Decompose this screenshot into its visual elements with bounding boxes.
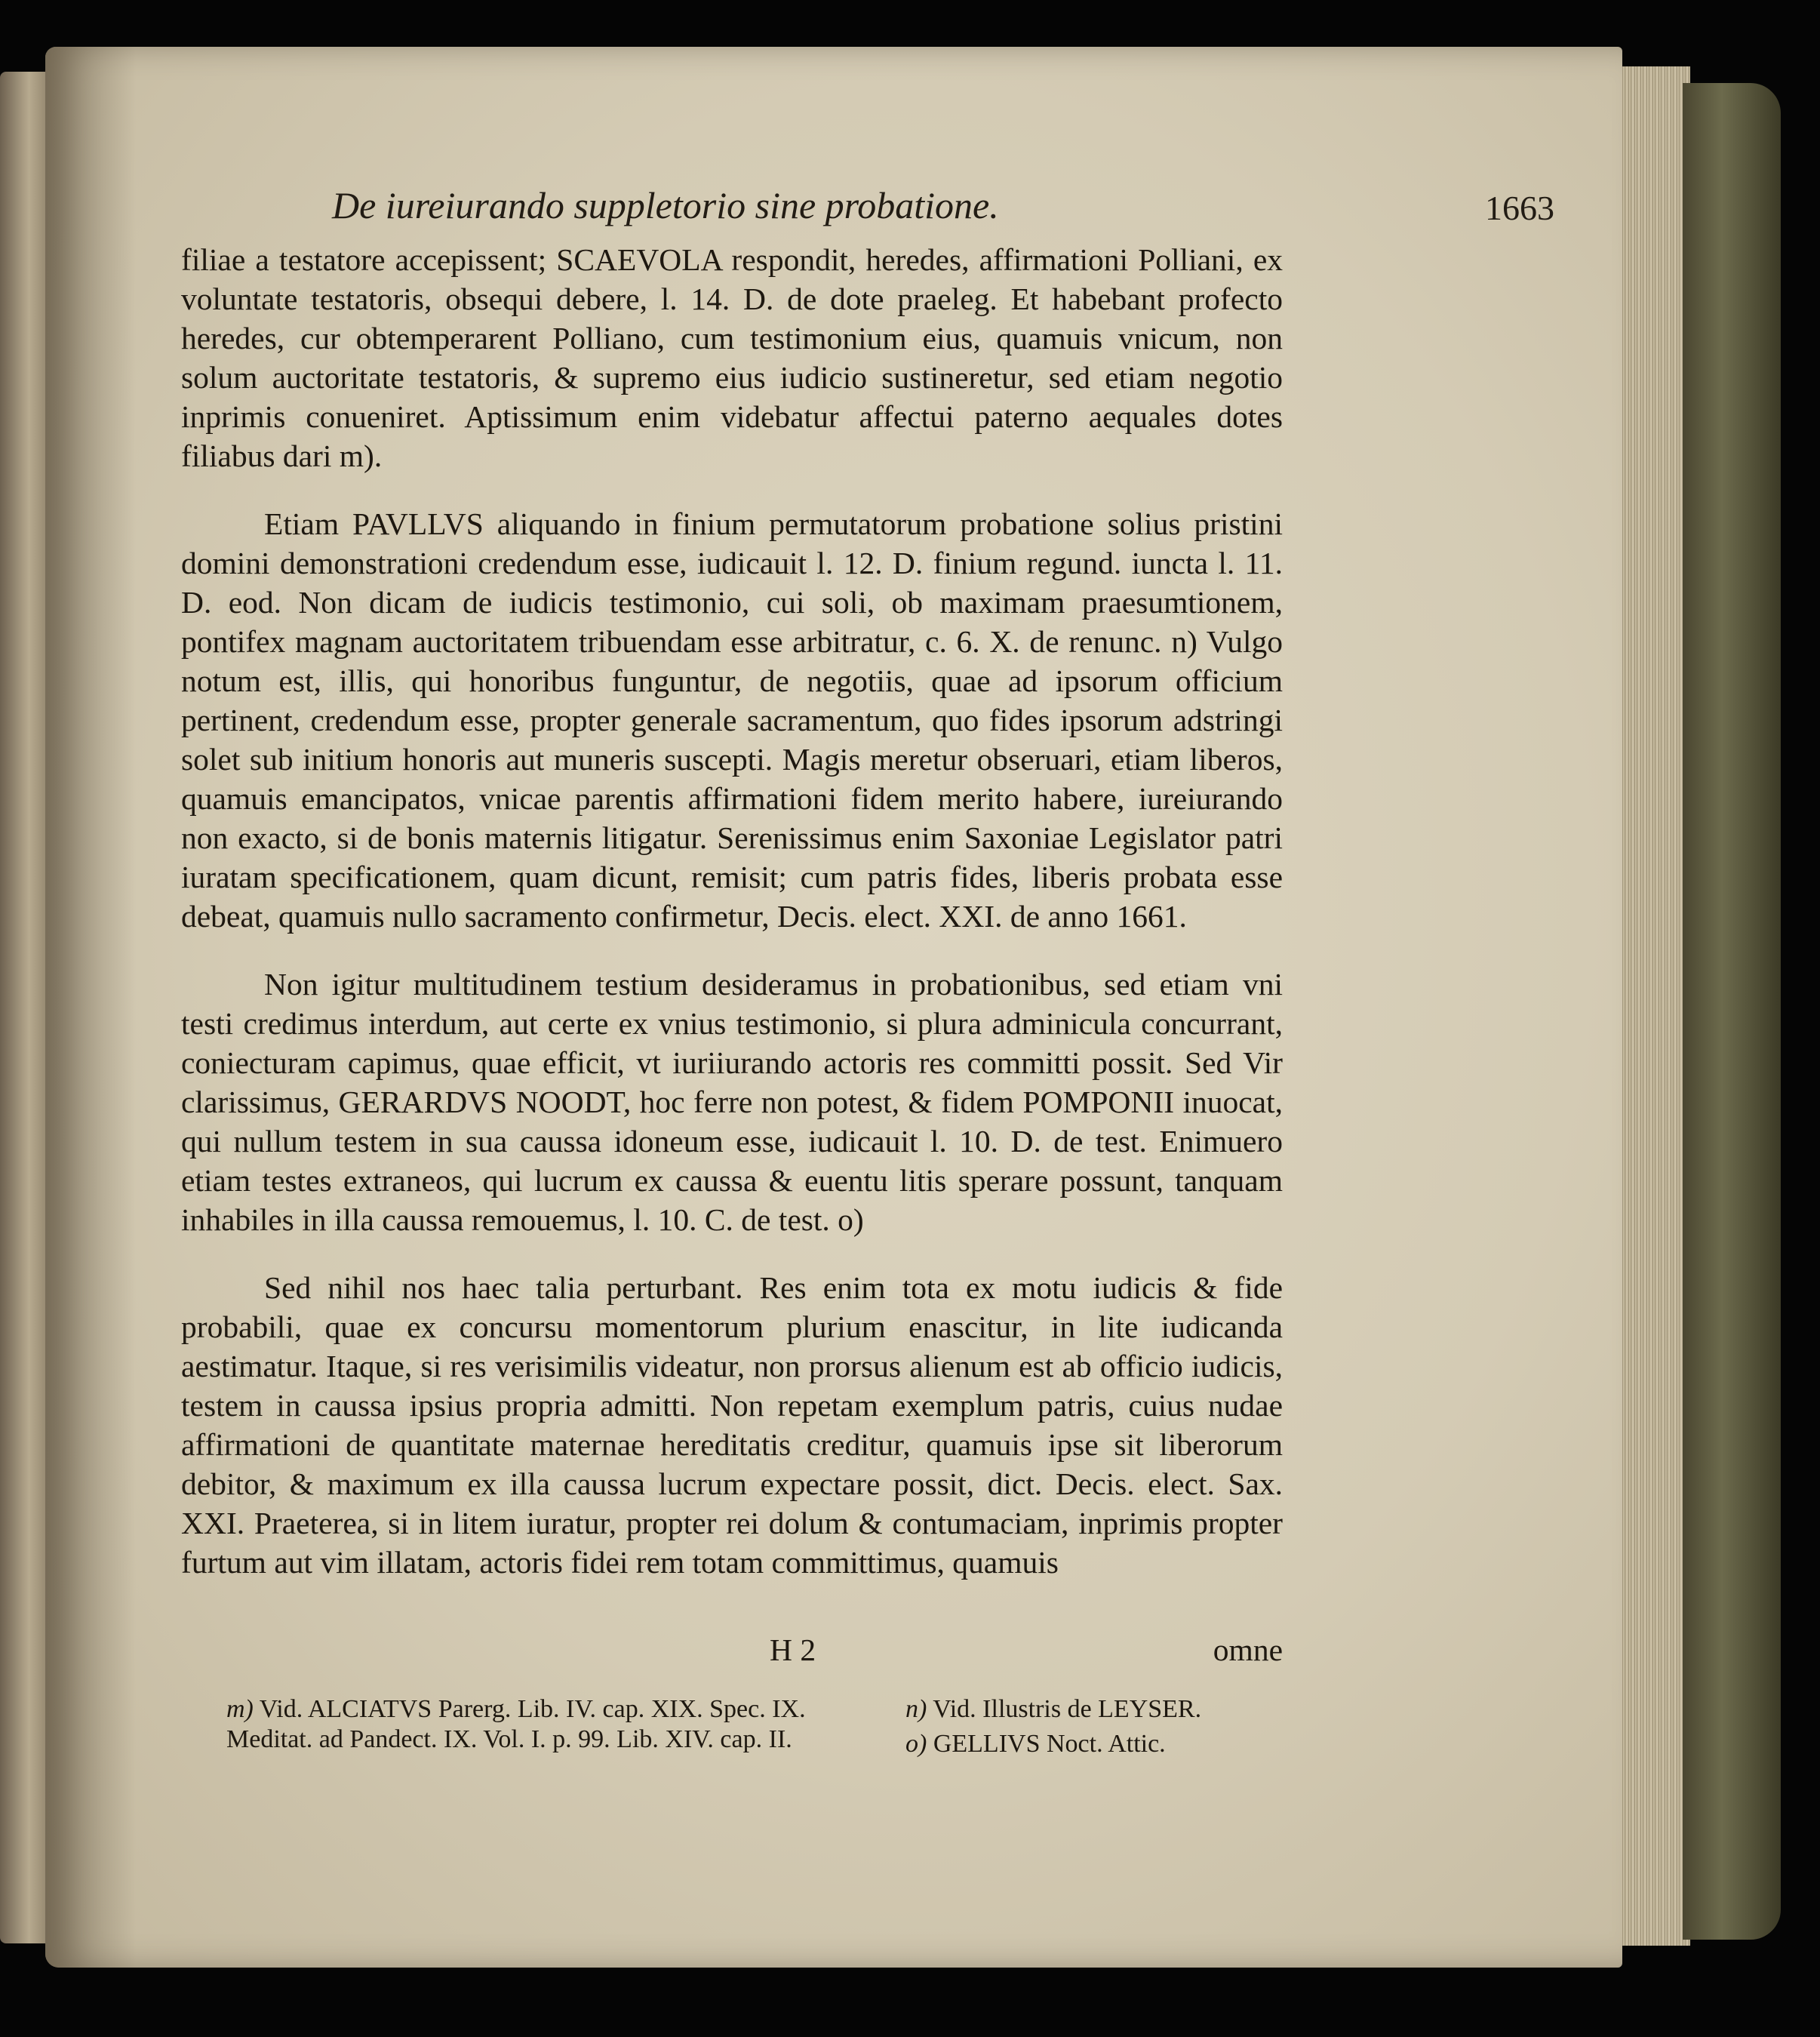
catchword: omne: [1213, 1632, 1283, 1667]
running-title: De iureiurando suppletorio sine probatione.: [332, 184, 999, 226]
paragraph: Sed nihil nos haec talia perturbant. Res enim tota ex motu iudicis & fide probabili, quae ex concursu momentorum plurium enascitur, in lite iudicanda aestimatur. Itaque, si res verisimilis videatur, non prorsus alienum est ab officio iudicis, testem in caussa ipsius propria admitti. Non repetam exemplum patris, cuius nudae affirmationi de quantitate maternae hereditatis creditur, quamuis ipse sit liberorum debitor, & maximum ex illa caussa lucrum expectare possit, dict. Decis. elect. Sax. XXI. Praeterea, si in litem iuratur, propter rei dolum & contumaciam, inprimis propter furtum aut vim illatam, actoris fidei rem totam committimus, quamuis: [181, 1270, 1283, 1580]
footnote-text: GELLIVS Noct. Attic.: [933, 1730, 1166, 1758]
footnote-label: m): [226, 1695, 254, 1723]
footnote-text: Vid. ALCIATVS Parerg. Lib. IV. cap. XIX. Spec. IX. Meditat. ad Pandect. IX. Vol. I. p. 99. Lib. XIV. cap. II.: [226, 1695, 806, 1753]
paragraph: Non igitur multitudinem testium desideramus in probationibus, sed etiam vni testi credimus interdum, aut certe ex vnius testimonio, si plura adminicula concurrant, coniecturam capimus, quae efficit, vt iuriiurando actoris res committi possit. Sed Vir clarissimus, GERARDVS NOODT, hoc ferre non potest, & fidem POMPONII inuocat, qui nullum testem in sua caussa idoneum esse, iudicauit l. 10. D. de test. Enimuero etiam testes extraneos, qui lucrum ex caussa & euentu litis sperare possunt, tanquam inhabiles in illa caussa remouemus, l. 10. C. de test. o): [181, 967, 1283, 1237]
footnote: [905, 1729, 1298, 1759]
signature-mark: H 2: [770, 1632, 816, 1667]
footnotes-left-column: [226, 1694, 875, 1759]
footnotes-right-column: [905, 1694, 1298, 1764]
paragraph: filiae a testatore accepissent; SCAEVOLA respondit, heredes, affirmationi Polliani, ex voluntate testatoris, obsequi debere, l. 14. D. de dote praeleg. Et habebant profecto heredes, cur obtemperarent Polliano, cum testimonium eius, quamuis vnicum, non solum auctoritate testatoris, & supremo eius iudicio sustineretur, sed etiam negotio inprimis conueniret. Aptissimum enim videbatur affectui paterno aequales dotes filiabus dari m).: [181, 242, 1283, 473]
footnote-label: n): [905, 1695, 927, 1723]
page-number: 1663: [1485, 189, 1554, 227]
body-text: [181, 240, 1283, 1611]
page-fore-edge: [1611, 66, 1690, 1946]
book-cover: [1683, 83, 1781, 1940]
footnote: [226, 1694, 875, 1755]
paragraph: Etiam PAVLLVS aliquando in finium permutatorum probatione solius pristini domini demonstrationi credendum esse, iudicauit l. 12. D. finium regund. iuncta l. 11. D. eod. Non dicam de iudicis testimonio, cui soli, ob maximam praesumtionem, pontifex magnam auctoritatem tribuendam esse arbitratur, c. 6. X. de renunc. n) Vulgo notum est, illis, qui honoribus funguntur, de negotiis, quae ad ipsorum officium pertinent, credendum esse, propter generale sacramentum, quo fides ipsorum adstringi solet sub initium honoris aut muneris suscepti. Magis meretur obseruari, etiam liberos, quamuis emancipatos, vnicae parentis affirmationi fidem merito habere, iureiurando non exacto, si de bonis maternis litigatur. Serenissimus enim Saxoniae Legislator patri iuratam specificationem, quam dicunt, remisit; cum patris fides, liberis probata esse debeat, quamuis nullo sacramento confirmetur, Decis. elect. XXI. de anno 1661.: [181, 506, 1283, 934]
footnote-text: Vid. Illustris de LEYSER.: [933, 1695, 1202, 1723]
footnote-label: o): [905, 1730, 927, 1758]
page-gutter: [45, 47, 136, 1968]
footnote: [905, 1694, 1298, 1725]
